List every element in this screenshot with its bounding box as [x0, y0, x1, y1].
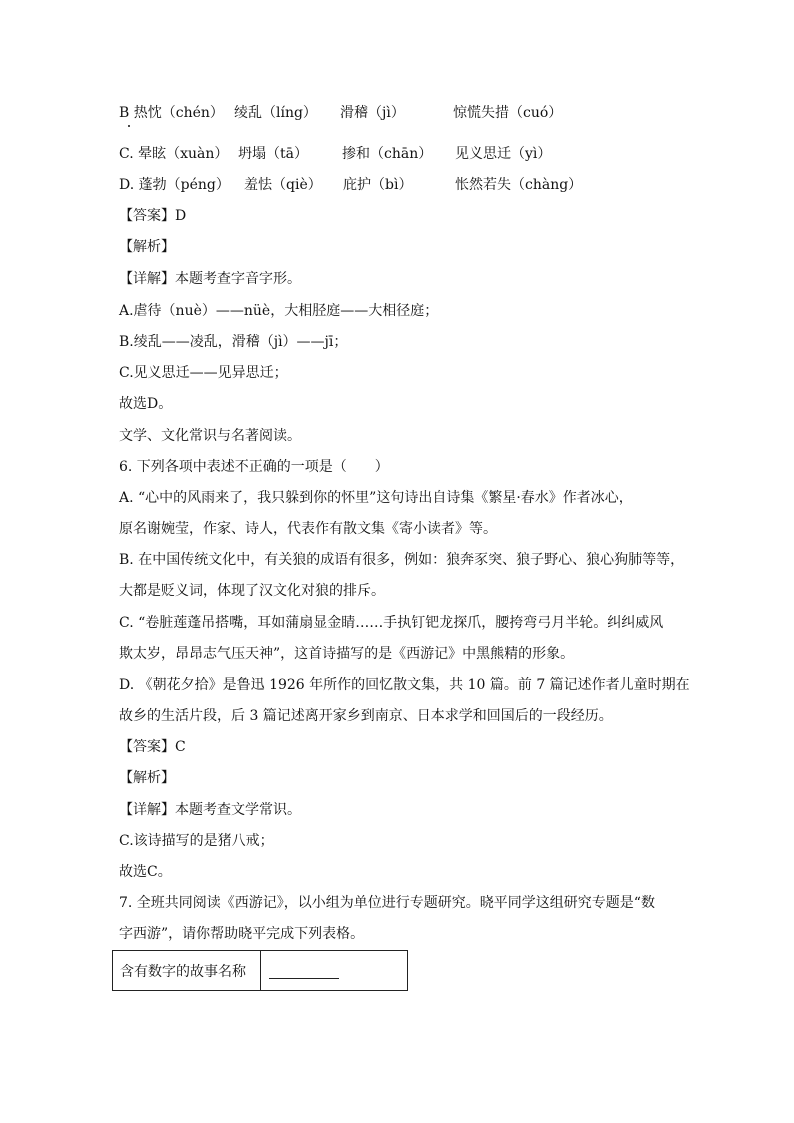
- q6-detail-line: 故选C。: [119, 864, 172, 880]
- q5-d-item-2: 羞怯（qiè）: [244, 177, 322, 193]
- q5-option-c: [119, 145, 551, 163]
- q5-detail-line: C.见义思迁——见异思迁；: [119, 365, 288, 381]
- q5-detail-line: B.绫乱——凌乱，滑稽（jì）——jī；: [119, 334, 348, 350]
- q5-d-item-1: D. 蓬勃（péng）: [119, 177, 230, 193]
- q6-detail-line: C.该诗描写的是猪八戒；: [119, 833, 274, 849]
- q5-option-b: [119, 104, 562, 122]
- answer-blank[interactable]: [269, 964, 339, 979]
- q6-option-b: B. 在中国传统文化中，有关狼的成语有很多，例如：狼奔豕突、狼子野心、狼心狗肺等等，: [119, 552, 685, 568]
- table-row: [113, 951, 408, 991]
- q5-d-item-4: 怅然若失（chàng）: [455, 177, 583, 193]
- q5-option-d: [119, 176, 582, 194]
- q6-option-a: A. “心中的风雨来了，我只躲到你的怀里”这句诗出自诗集《繁星·春水》作者冰心，: [119, 490, 633, 506]
- q6-option-c: C. “卷脏莲蓬吊搭嘴，耳如蒲扇显金睛……手执钉钯龙探爪，腰挎弯弓月半轮。纠纠威风: [119, 615, 664, 631]
- q6-option-b-cont: 大都是贬义词，体现了汉文化对狼的排斥。: [119, 583, 385, 599]
- answer-table: [112, 950, 408, 991]
- q5-b-item-3: 滑稽（jì）: [340, 105, 405, 121]
- table-answer-cell[interactable]: [261, 951, 408, 991]
- q5-detail-line: 故选D。: [119, 396, 173, 412]
- q5-c-item-2: 坍塌（tā）: [238, 146, 308, 162]
- q5-b-item-2: 绫乱（líng）: [234, 105, 317, 121]
- section-title: 文学、文化常识与名著阅读。: [119, 428, 301, 444]
- q7-stem-cont: 字西游”，请你帮助晓平完成下列表格。: [119, 926, 365, 942]
- q5-detail-line: A.虐待（nuè）——nüè，大相胫庭——大相径庭；: [119, 303, 439, 319]
- q6-detail-line: 【详解】本题考查文学常识。: [119, 802, 301, 818]
- q6-analysis-heading: 【解析】: [119, 770, 175, 786]
- q5-c-item-1: C. 晕眩（xuàn）: [119, 146, 229, 162]
- q7-stem: 7. 全班共同阅读《西游记》，以小组为单位进行专题研究。晓平同学这组研究专题是“数: [119, 895, 655, 911]
- q6-option-c-cont: 欺太岁，昂昂志气压天神”，这首诗描写的是《西游记》中黑熊精的形象。: [119, 646, 575, 662]
- q6-option-d-cont: 故乡的生活片段，后 3 篇记述离开家乡到南京、日本求学和回国后的一段经历。: [119, 708, 613, 724]
- table-label-cell: 含有数字的故事名称: [113, 951, 261, 991]
- q5-b-item-1: B 热忱（chén）: [119, 105, 224, 121]
- q5-c-item-4: 见义思迁（yì）: [455, 146, 552, 162]
- emphasis-dot: [128, 125, 130, 127]
- q5-d-item-3: 庇护（bì）: [343, 177, 413, 193]
- q6-answer: 【答案】C: [119, 739, 186, 755]
- q5-detail-line: 【详解】本题考查字音字形。: [119, 271, 301, 287]
- q6-option-a-cont: 原名谢婉莹，作家、诗人，代表作有散文集《寄小读者》等。: [119, 521, 497, 537]
- q6-option-d: D. 《朝花夕拾》是鲁迅 1926 年所作的回忆散文集，共 10 篇。前 7 篇记述作者儿童时期在: [119, 677, 690, 693]
- q5-answer: 【答案】D: [119, 208, 187, 224]
- q5-analysis-heading: 【解析】: [119, 239, 175, 255]
- q6-stem: 6. 下列各项中表述不正确的一项是（ ）: [119, 459, 389, 475]
- q5-b-item-4: 惊慌失措（cuó）: [453, 105, 563, 121]
- q5-c-item-3: 掺和（chān）: [342, 146, 433, 162]
